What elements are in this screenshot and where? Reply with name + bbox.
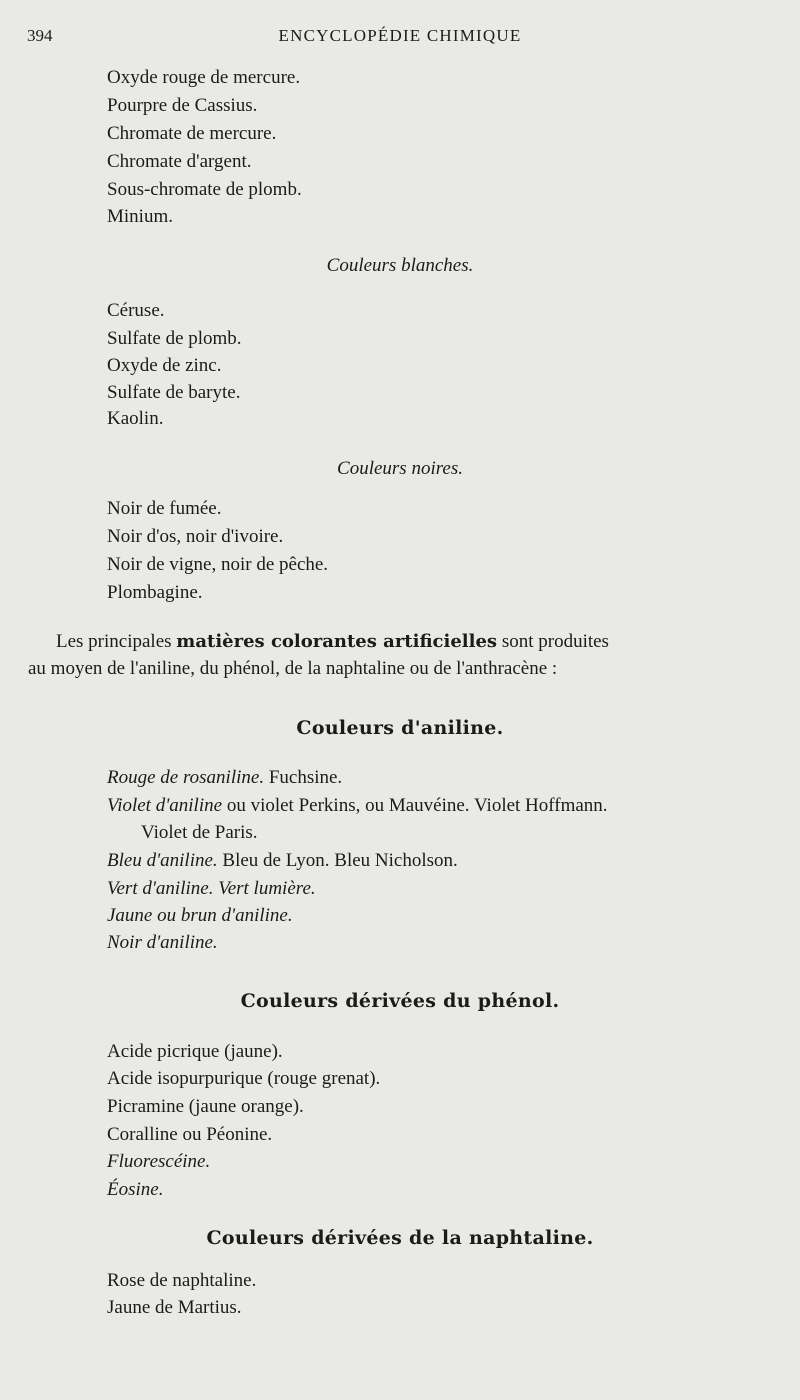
italic-term: Rouge de rosaniline. — [107, 767, 265, 788]
list-item: Noir d'os, noir d'ivoire. — [107, 526, 284, 547]
intro-line-2: au moyen de l'aniline, du phénol, de la naphtaline ou de l'anthracène : — [28, 658, 558, 679]
section-heading-phenol: Couleurs dérivées du phénol. — [240, 990, 560, 1012]
list-item: Vert d'aniline. Vert lumière. — [107, 878, 316, 899]
list-item: Pourpre de Cassius. — [107, 95, 258, 116]
italic-term: Violet d'aniline — [107, 795, 223, 816]
list-item: Fluorescéine. — [107, 1151, 211, 1172]
running-title: ENCYCLOPÉDIE CHIMIQUE — [278, 26, 522, 45]
list-item: Acide isopurpurique (rouge grenat). — [107, 1068, 381, 1089]
list-item: Jaune de Martius. — [107, 1297, 242, 1318]
section-subtitle-blanches: Couleurs blanches. — [326, 255, 474, 276]
list-item: Noir de fumée. — [107, 498, 222, 519]
list-item: Sulfate de plomb. — [107, 328, 242, 349]
list-item: Plombagine. — [107, 582, 203, 603]
list-item: Minium. — [107, 206, 173, 227]
section-heading-aniline: Couleurs d'aniline. — [296, 717, 504, 739]
list-item: Coralline ou Péonine. — [107, 1124, 273, 1145]
list-item: Rose de naphtaline. — [107, 1270, 257, 1291]
list-item: Noir de vigne, noir de pêche. — [107, 554, 329, 575]
list-item: Céruse. — [107, 300, 165, 321]
list-item: Oxyde de zinc. — [107, 355, 222, 376]
list-item: Noir d'aniline. — [107, 932, 218, 953]
list-item: Jaune ou brun d'aniline. — [107, 905, 293, 926]
list-item — [107, 767, 342, 789]
intro-line-1 — [56, 631, 609, 653]
term-description: Bleu de Lyon. Bleu Nicholson. — [217, 850, 458, 871]
list-item: Sous-chromate de plomb. — [107, 179, 302, 200]
list-item: Sulfate de baryte. — [107, 382, 241, 403]
list-item: Oxyde rouge de mercure. — [107, 67, 301, 88]
list-item-continuation: Violet de Paris. — [141, 822, 258, 843]
list-item: Kaolin. — [107, 408, 164, 429]
intro-text: Les principales — [56, 631, 177, 652]
intro-bold-text: matières colorantes artificielles — [176, 631, 498, 652]
list-item: Chromate d'argent. — [107, 151, 252, 172]
list-item: Éosine. — [107, 1179, 164, 1200]
term-description: ou violet Perkins, ou Mauvéine. Violet Hoffmann. — [222, 795, 608, 816]
list-item — [107, 795, 608, 817]
intro-text: sont produites — [497, 631, 609, 652]
italic-term: Bleu d'aniline. — [107, 850, 218, 871]
section-subtitle-noires: Couleurs noires. — [337, 458, 463, 479]
section-heading-naphtaline: Couleurs dérivées de la naphtaline. — [206, 1227, 594, 1249]
page-header — [0, 26, 800, 50]
term-description: Fuchsine. — [264, 767, 343, 788]
list-item: Acide picrique (jaune). — [107, 1041, 283, 1062]
list-item: Chromate de mercure. — [107, 123, 277, 144]
list-item: Picramine (jaune orange). — [107, 1096, 304, 1117]
page-number: 394 — [27, 26, 53, 45]
list-item — [107, 850, 458, 872]
